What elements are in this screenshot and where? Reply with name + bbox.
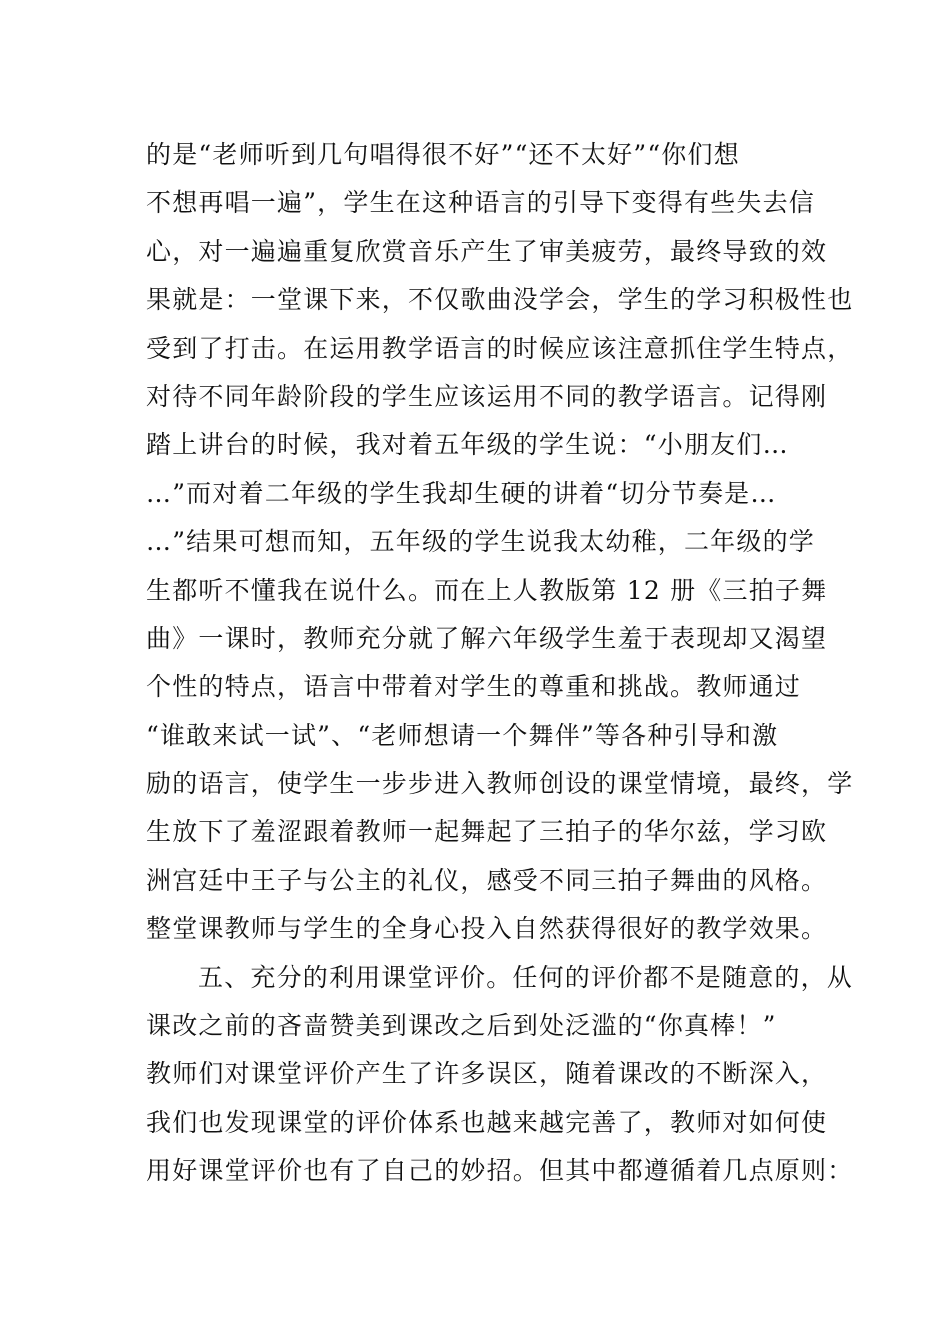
text-line: 对待不同年龄阶段的学生应该运用不同的教学语言。记得刚	[146, 381, 828, 411]
text-line: 课改之前的吝啬赞美到课改之后到处泛滥的“你真棒！”	[146, 1011, 777, 1041]
text-line: 心，对一遍遍重复欣赏音乐产生了审美疲劳，最终导致的效	[146, 236, 828, 266]
text-line: 个性的特点，语言中带着对学生的尊重和挑战。教师通过	[146, 672, 802, 702]
text-line: 教师们对课堂评价产生了许多误区，随着课改的不断深入，	[146, 1059, 828, 1089]
text-line: 洲宫廷中王子与公主的礼仪，感受不同三拍子舞曲的风格。	[146, 865, 828, 895]
paragraph-start-line: 五、充分的利用课堂评价。任何的评价都不是随意的，从	[198, 962, 854, 992]
text-line: 不想再唱一遍”，学生在这种语言的引导下变得有些失去信	[146, 188, 815, 218]
text-line: 果就是：一堂课下来，不仅歌曲没学会，学生的学习积极性也	[146, 285, 854, 315]
text-line: “谁敢来试一试”、“老师想请一个舞伴”等各种引导和激	[146, 720, 779, 750]
text-line: 励的语言，使学生一步步进入教师创设的课堂情境，最终，学	[146, 769, 854, 799]
text-line: 的是“老师听到几句唱得很不好”“还不太好”“你们想	[146, 140, 740, 169]
text-line: 整堂课教师与学生的全身心投入自然获得很好的教学效果。	[146, 914, 828, 944]
text-line: 受到了打击。在运用教学语言的时候应该注意抓住学生特点，	[146, 333, 854, 363]
text-line: 我们也发现课堂的评价体系也越来越完善了，教师对如何使	[146, 1107, 828, 1137]
text-line: 生都听不懂我在说什么。而在上人教版第 12 册《三拍子舞	[146, 575, 828, 605]
text-line: 曲》一课时，教师充分就了解六年级学生羞于表现却又渴望	[146, 623, 828, 653]
text-line: …”结果可想而知，五年级的学生说我太幼稚，二年级的学	[146, 527, 815, 557]
text-line: 踏上讲台的时候，我对着五年级的学生说：“小朋友们…	[146, 430, 789, 460]
text-line: 生放下了羞涩跟着教师一起舞起了三拍子的华尔兹，学习欧	[146, 817, 828, 847]
text-line: …”而对着二年级的学生我却生硬的讲着“切分节奏是…	[146, 478, 777, 508]
text-line: 用好课堂评价也有了自己的妙招。但其中都遵循着几点原则：	[146, 1156, 854, 1186]
body-text	[146, 131, 854, 1196]
